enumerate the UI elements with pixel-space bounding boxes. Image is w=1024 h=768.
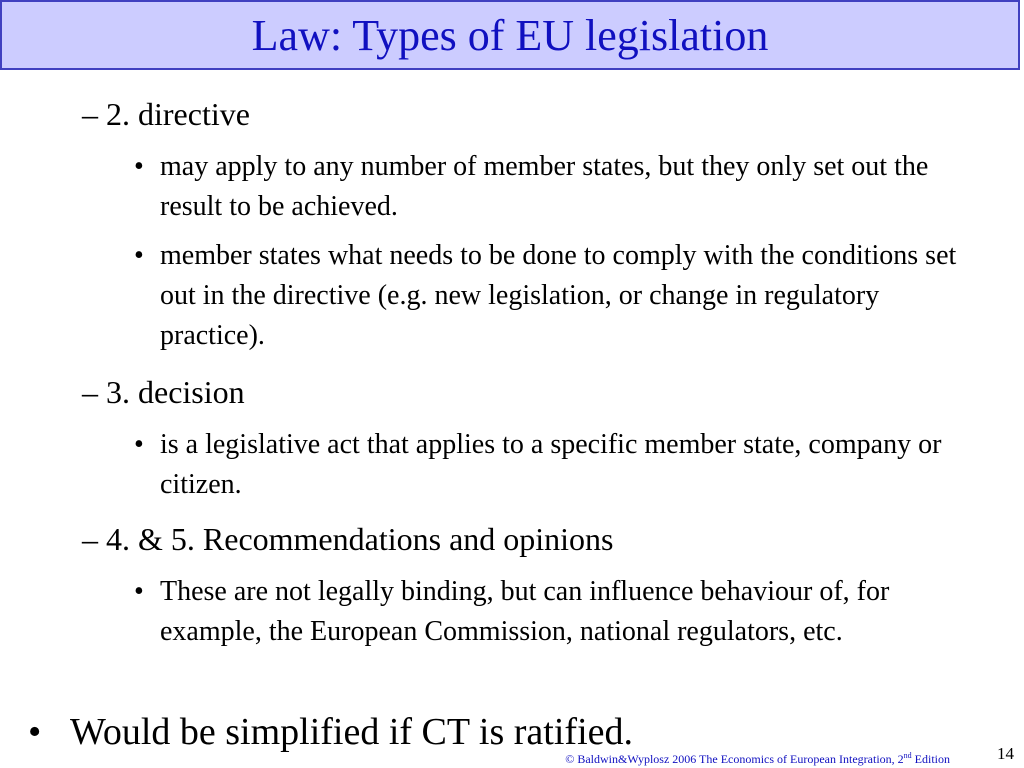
bullet-text: These are not legally binding, but can influence behaviour of, for example, the European Commission, national regulators, etc. [160, 576, 890, 647]
bullet-item [134, 425, 974, 505]
bullet-dot: • [134, 151, 144, 182]
bullet-item [134, 147, 974, 227]
dash-item-decision: – 3. decision [82, 374, 245, 410]
page-number: 14 [997, 744, 1014, 763]
bullet-text: may apply to any number of member states, but they only set out the result to be achieved. [160, 151, 929, 222]
bullet-item [134, 236, 974, 356]
bullet-dot: • [134, 240, 144, 271]
bullet-text: is a legislative act that applies to a specific member state, company or citizen. [160, 429, 942, 500]
bullet-dot: • [134, 576, 144, 607]
dash-item-recommendations: – 4. & 5. Recommendations and opinions [82, 521, 614, 557]
main-bullet-text: Would be simplified if CT is ratified. [70, 711, 633, 753]
footer-superscript: nd [903, 751, 912, 760]
title-bar [0, 0, 1020, 70]
bullet-text: member states what needs to be done to comply with the conditions set out in the directive (e.g. new legislation, or change in regulatory practice). [160, 240, 957, 351]
slide-title: Law: Types of EU legislation [251, 11, 769, 60]
dash-item-directive: – 2. directive [82, 96, 250, 132]
main-bullet [28, 708, 633, 756]
bullet-dot: • [134, 429, 144, 460]
main-bullet-dot: • [28, 711, 42, 753]
footer-prefix: © Baldwin&Wyplosz 2006 The Economics of European Integration, 2 [565, 752, 904, 766]
copyright-footer [565, 751, 950, 767]
bullet-item [134, 572, 974, 652]
footer-suffix: Edition [911, 752, 950, 766]
